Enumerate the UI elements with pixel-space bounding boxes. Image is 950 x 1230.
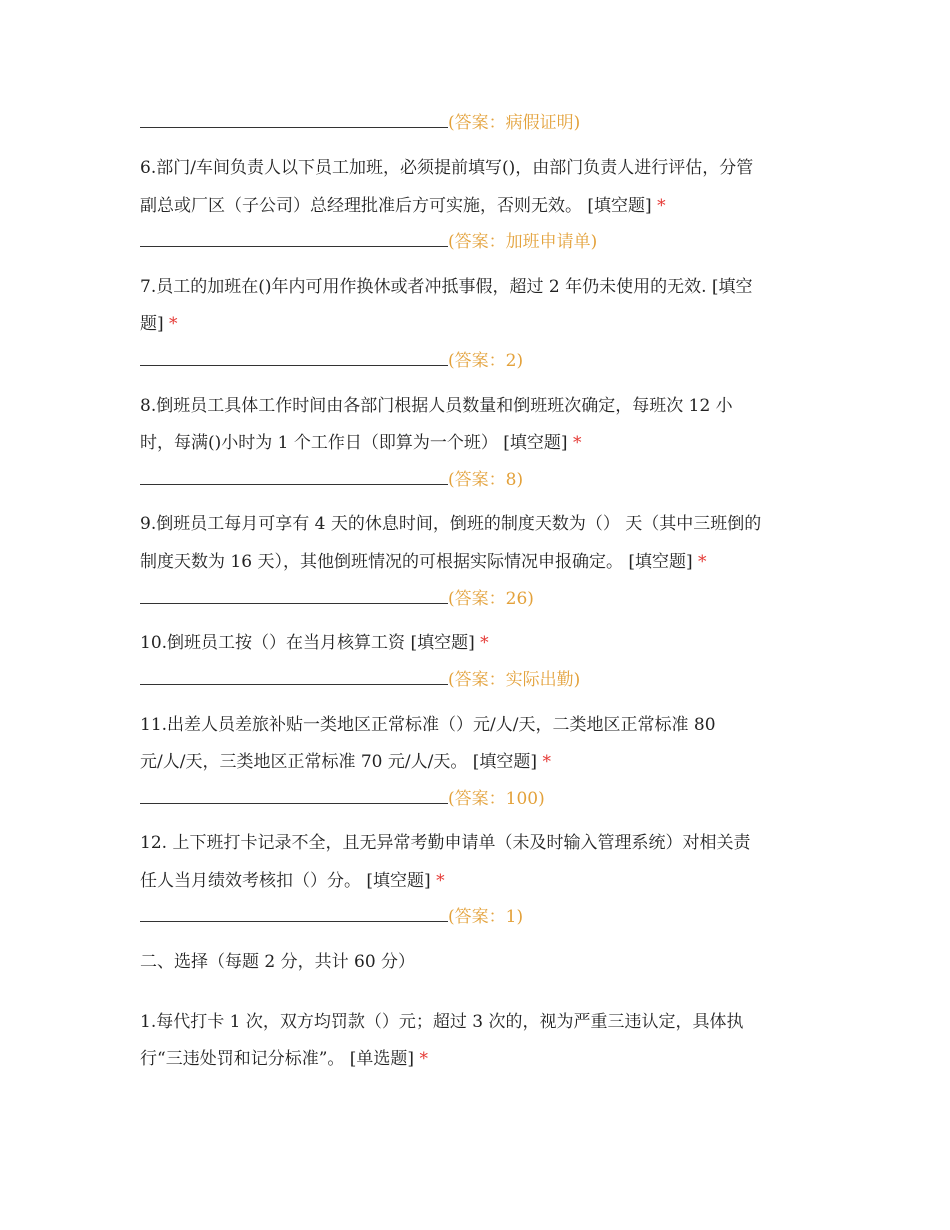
answer-blank[interactable]: [140, 230, 448, 247]
required-marker: *: [572, 433, 582, 453]
answer-text: (答案：1): [448, 907, 524, 927]
required-marker: *: [419, 1049, 428, 1069]
answer-line: [140, 587, 534, 610]
answer-blank[interactable]: [140, 668, 448, 685]
required-marker: *: [169, 314, 178, 334]
answer-text: (答案：100): [448, 789, 545, 809]
choice-question-1-line-1: 1.每代打卡 1 次，双方均罚款（）元；超过 3 次的，视为严重三违认定，具体执: [140, 1012, 744, 1032]
question-11-line-2: 元/人/天，三类地区正常标准 70 元/人/天。 [填空题] *: [140, 752, 551, 772]
question-8-line-2: 时，每满()小时为 1 个工作日（即算为一个班） [填空题] *: [140, 433, 582, 453]
question-6-line-1: 6.部门/车间负责人以下员工加班，必须提前填写()，由部门负责人进行评估，分管: [140, 158, 754, 178]
question-12-line-2: 任人当月绩效考核扣（）分。 [填空题] *: [140, 871, 445, 891]
answer-text: (答案：实际出勤): [448, 670, 581, 690]
required-marker: *: [542, 752, 551, 772]
required-marker: *: [657, 196, 666, 216]
answer-blank[interactable]: [140, 587, 448, 604]
answer-blank[interactable]: [140, 905, 448, 922]
question-type-tag: [填空题]: [366, 871, 431, 891]
answer-line: [140, 111, 580, 134]
answer-line: [140, 349, 523, 372]
answer-blank[interactable]: [140, 787, 448, 804]
question-6-line-2: 副总或厂区（子公司）总经理批准后方可实施，否则无效。 [填空题] *: [140, 196, 666, 216]
question-type-tag: [填空题]: [472, 752, 538, 772]
answer-text: (答案：病假证明): [448, 113, 581, 133]
answer-line: [140, 468, 523, 491]
answer-text: (答案：加班申请单): [448, 232, 598, 252]
question-8-line-1: 8.倒班员工具体工作时间由各部门根据人员数量和倒班班次确定，每班次 12 小: [140, 396, 733, 416]
question-9-line-2: 制度天数为 16 天），其他倒班情况的可根据实际情况申报确定。 [填空题] *: [140, 552, 707, 572]
answer-text: (答案：8): [448, 470, 524, 490]
answer-blank[interactable]: [140, 111, 448, 128]
answer-line: [140, 905, 523, 928]
question-12-line-1: 12. 上下班打卡记录不全，且无异常考勤申请单（未及时输入管理系统）对相关责: [140, 833, 751, 853]
question-9-line-1: 9.倒班员工每月可享有 4 天的休息时间，倒班的制度天数为（） 天（其中三班倒的: [140, 514, 762, 534]
question-type-tag: [填空题]: [503, 433, 568, 453]
answer-text: (答案：26): [448, 589, 534, 609]
required-marker: *: [698, 552, 707, 572]
required-marker: *: [480, 633, 489, 653]
question-11-line-1: 11.出差人员差旅补贴一类地区正常标准（）元/人/天，二类地区正常标准 80: [140, 715, 716, 735]
question-type-tag: [填空题]: [410, 633, 475, 653]
question-type-tag: [填空题]: [587, 196, 652, 216]
choice-question-1-line-2: 行“三违处罚和记分标准”。 [单选题] *: [140, 1049, 428, 1069]
answer-line: [140, 668, 580, 691]
answer-blank[interactable]: [140, 349, 448, 366]
answer-line: [140, 787, 545, 810]
question-7-line-2: 题] *: [140, 314, 178, 334]
answer-text: (答案：2): [448, 351, 524, 371]
question-7-line-1: 7.员工的加班在()年内可用作换休或者冲抵事假，超过 2 年仍未使用的无效. [填空: [140, 277, 753, 297]
question-10-line-1: 10.倒班员工按（）在当月核算工资 [填空题] *: [140, 633, 489, 653]
question-type-tag: [填空题]: [628, 552, 693, 572]
required-marker: *: [436, 871, 445, 891]
answer-line: [140, 230, 597, 253]
question-type-tag: [单选题]: [349, 1049, 415, 1069]
answer-blank[interactable]: [140, 468, 448, 485]
section-heading: 二、选择（每题 2 分，共计 60 分）: [140, 952, 416, 972]
